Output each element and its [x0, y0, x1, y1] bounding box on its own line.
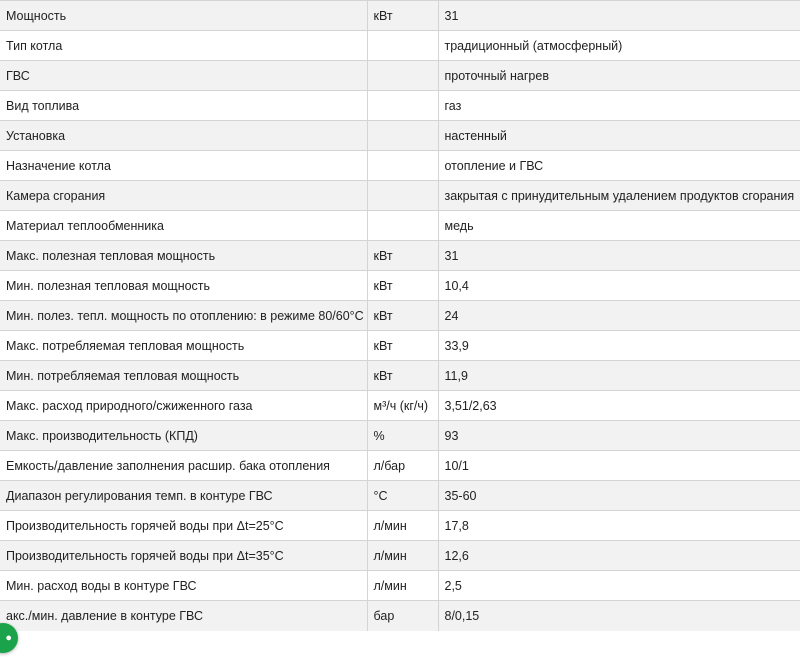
spec-name-cell: Мин. полезная тепловая мощность	[0, 271, 367, 301]
spec-unit-cell	[367, 121, 438, 151]
spec-value-cell: отопление и ГВС	[438, 151, 800, 181]
spec-name-cell: Макс. полезная тепловая мощность	[0, 241, 367, 271]
spec-name-cell: Диапазон регулирования темп. в контуре ГВС	[0, 481, 367, 511]
spec-row	[0, 1, 800, 31]
spec-name-cell: Мощность	[0, 1, 367, 31]
spec-value-cell: настенный	[438, 121, 800, 151]
spec-name-cell: Назначение котла	[0, 151, 367, 181]
spec-value-cell: 11,9	[438, 361, 800, 391]
spec-name-cell: Макс. расход природного/сжиженного газа	[0, 391, 367, 421]
spec-value-cell: 8/0,15	[438, 601, 800, 631]
spec-name-cell: Тип котла	[0, 31, 367, 61]
spec-value-cell: 31	[438, 1, 800, 31]
spec-value-cell: медь	[438, 211, 800, 241]
spec-value-cell: традиционный (атмосферный)	[438, 31, 800, 61]
spec-value-cell: 2,5	[438, 571, 800, 601]
spec-unit-cell: °C	[367, 481, 438, 511]
spec-value-cell: газ	[438, 91, 800, 121]
spec-row	[0, 181, 800, 211]
spec-unit-cell: кВт	[367, 1, 438, 31]
spec-row	[0, 301, 800, 331]
spec-row	[0, 601, 800, 631]
spec-name-cell: Вид топлива	[0, 91, 367, 121]
spec-unit-cell: л/мин	[367, 571, 438, 601]
spec-name-cell: Макс. потребляемая тепловая мощность	[0, 331, 367, 361]
spec-value-cell: 31	[438, 241, 800, 271]
spec-value-cell: 12,6	[438, 541, 800, 571]
spec-row	[0, 541, 800, 571]
spec-row	[0, 361, 800, 391]
spec-value-cell: 10/1	[438, 451, 800, 481]
spec-row	[0, 151, 800, 181]
spec-name-cell: Производительность горячей воды при Δt=35°C	[0, 541, 367, 571]
specs-table-body	[0, 1, 800, 631]
spec-unit-cell: кВт	[367, 331, 438, 361]
spec-unit-cell: м³/ч (кг/ч)	[367, 391, 438, 421]
spec-value-cell: 24	[438, 301, 800, 331]
spec-row	[0, 31, 800, 61]
spec-unit-cell	[367, 91, 438, 121]
spec-name-cell: Материал теплообменника	[0, 211, 367, 241]
spec-value-cell: проточный нагрев	[438, 61, 800, 91]
spec-value-cell: 93	[438, 421, 800, 451]
spec-name-cell: ГВС	[0, 61, 367, 91]
spec-unit-cell	[367, 31, 438, 61]
spec-name-cell: Макс. производительность (КПД)	[0, 421, 367, 451]
spec-unit-cell	[367, 211, 438, 241]
spec-name-cell: Установка	[0, 121, 367, 151]
spec-unit-cell: бар	[367, 601, 438, 631]
spec-row	[0, 241, 800, 271]
spec-row	[0, 571, 800, 601]
spec-name-cell: Мин. полез. тепл. мощность по отоплению: в режиме 80/60°C	[0, 301, 367, 331]
spec-name-cell: акс./мин. давление в контуре ГВС	[0, 601, 367, 631]
spec-unit-cell: кВт	[367, 361, 438, 391]
chat-icon: ●	[5, 632, 12, 644]
spec-row	[0, 421, 800, 451]
spec-unit-cell	[367, 181, 438, 211]
spec-name-cell: Мин. потребляемая тепловая мощность	[0, 361, 367, 391]
spec-row	[0, 211, 800, 241]
spec-unit-cell: кВт	[367, 271, 438, 301]
spec-row	[0, 511, 800, 541]
spec-unit-cell: л/мин	[367, 511, 438, 541]
spec-row	[0, 451, 800, 481]
spec-name-cell: Емкость/давление заполнения расшир. бака отопления	[0, 451, 367, 481]
spec-unit-cell: л/мин	[367, 541, 438, 571]
spec-value-cell: 17,8	[438, 511, 800, 541]
spec-value-cell: 3,51/2,63	[438, 391, 800, 421]
spec-name-cell: Производительность горячей воды при Δt=25°C	[0, 511, 367, 541]
spec-row	[0, 91, 800, 121]
spec-value-cell: 35-60	[438, 481, 800, 511]
spec-row	[0, 391, 800, 421]
spec-row	[0, 331, 800, 361]
spec-unit-cell: %	[367, 421, 438, 451]
spec-unit-cell: л/бар	[367, 451, 438, 481]
spec-row	[0, 61, 800, 91]
spec-unit-cell: кВт	[367, 301, 438, 331]
spec-unit-cell: кВт	[367, 241, 438, 271]
spec-row	[0, 121, 800, 151]
spec-value-cell: 10,4	[438, 271, 800, 301]
spec-value-cell: 33,9	[438, 331, 800, 361]
spec-unit-cell	[367, 61, 438, 91]
spec-row	[0, 481, 800, 511]
spec-row	[0, 271, 800, 301]
spec-value-cell: закрытая с принудительным удалением продуктов сгорания	[438, 181, 800, 211]
spec-name-cell: Камера сгорания	[0, 181, 367, 211]
spec-name-cell: Мин. расход воды в контуре ГВС	[0, 571, 367, 601]
spec-unit-cell	[367, 151, 438, 181]
